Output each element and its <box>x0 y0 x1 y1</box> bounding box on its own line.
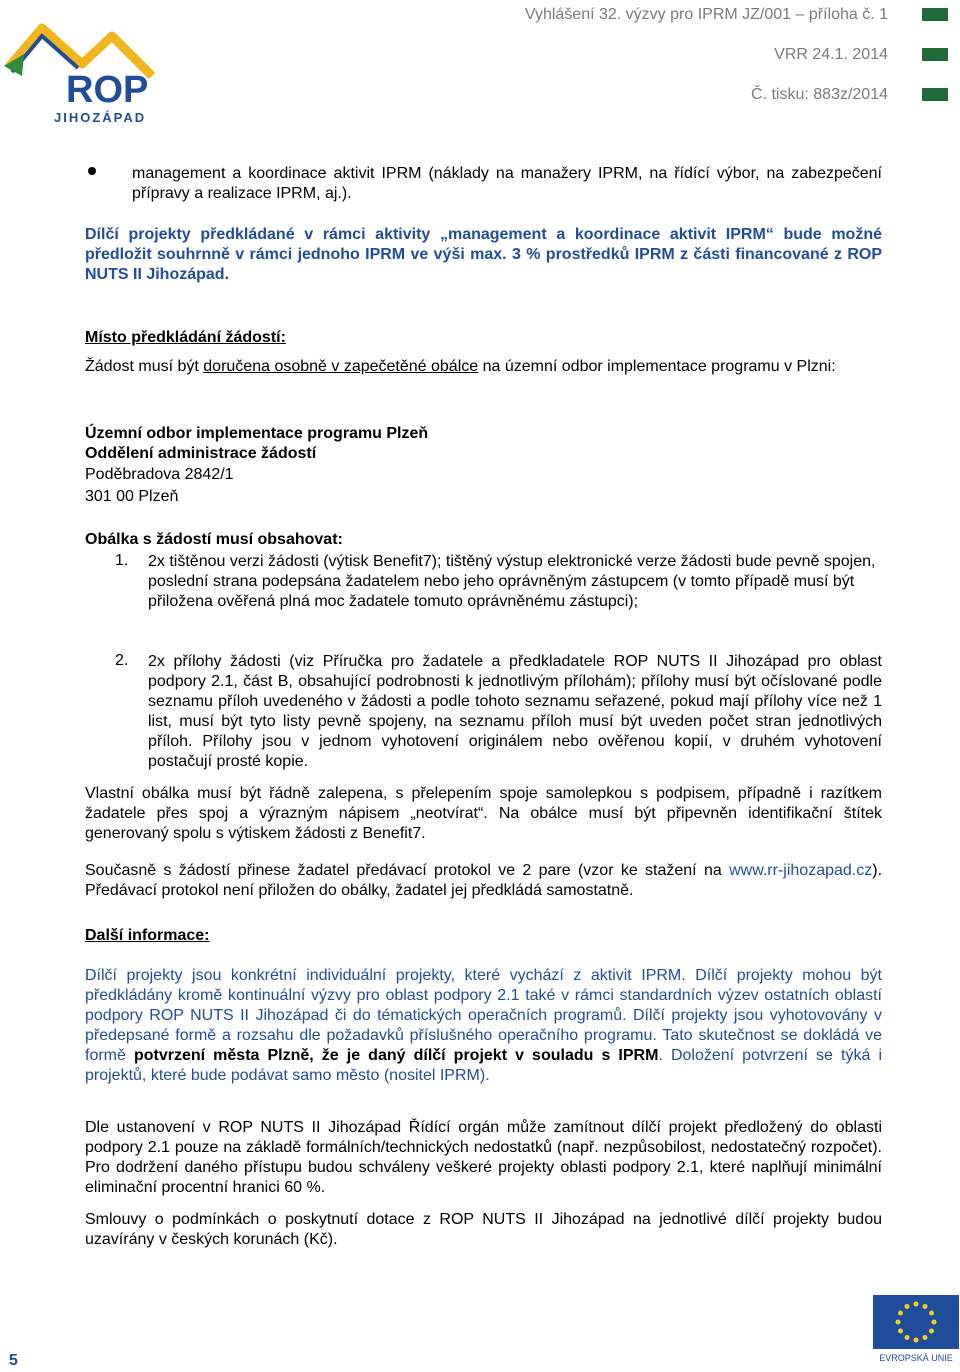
header-marker <box>922 8 948 21</box>
list-number: 2. <box>115 652 129 669</box>
svg-text:EVROPSKÁ UNIE: EVROPSKÁ UNIE <box>879 1353 953 1363</box>
address-street: Poděbradova 2842/1 <box>85 466 234 483</box>
submission-heading: Místo předkládání žádostí: <box>85 329 286 346</box>
header-vrr: VRR 24.1. 2014 <box>774 46 888 63</box>
envelope-heading: Obálka s žádostí musí obsahovat: <box>85 531 343 548</box>
header-marker <box>922 88 948 101</box>
page-number: 5 <box>9 1352 18 1369</box>
bullet-item: management a koordinace aktivit IPRM (náklady na manažery IPRM, na řídící výbor, na zabezpečení přípravy a realizace IPRM, aj.). <box>132 165 882 202</box>
address-office: Územní odbor implementace programu Plzeň <box>85 425 429 442</box>
list-item-attachments: 2x přílohy žádosti (viz Příručka pro žadatele a předkladatele ROP NUTS II Jihozápad pro oblast podpory 2.1, část B, obsahující podrobnosti k jednotlivým přílohám); přílohy musí být očíslované podle seznamu příloh uvedeného v žádosti a podle tohoto seznamu seřazené, pokud mají přílohy více než 1 list, musí být tyto listy pevně spojeny, na seznamu příloh musí být uveden počet stran jednotlivých příloh. Přílohy jsou v jednom vyhotovení originálem nebo ověřenou kopií, v druhém vyhotovení postačují prosté kopie. <box>148 653 882 770</box>
further-info-paragraph-3: Smlouvy o podmínkách o poskytnutí dotace z ROP NUTS II Jihozápad na jednotlivé dílčí projekty budou uzavírány v českých korunách (Kč). <box>85 1211 882 1248</box>
handover-protocol-text: Současně s žádostí přinese žadatel předávací protokol ve 2 pare (vzor ke stažení na www.rr-jihozapad.cz). Předávací protokol není přiložen do obálky, žadatel jej předkládá samostatně. <box>85 862 883 899</box>
further-info-paragraph-2: Dle ustanovení v ROP NUTS II Jihozápad Řídící orgán může zamítnout dílčí projekt předložený do oblasti podpory 2.1 pouze na základě formálních/technických nedostatků (např. nezpůsobilost, nedostatečný rozpočet). Pro dodržení daného přístupu budou schváleny veškeré projekty oblasti podpory 2.1, které naplňují minimální eliminační procentní hranici 60 %. <box>85 1119 882 1196</box>
rop-jihozapad-logo <box>2 6 162 124</box>
bullet-icon <box>88 167 96 175</box>
header-title: Vyhlášení 32. výzvy pro IPRM JZ/001 – příloha č. 1 <box>524 6 888 23</box>
rr-jihozapad-link[interactable]: www.rr-jihozapad.cz <box>729 862 873 879</box>
address-city: 301 00 Plzeň <box>85 488 179 505</box>
further-info-heading: Další informace: <box>85 927 210 944</box>
eu-flag-logo <box>873 1295 959 1363</box>
envelope-sealing-text: Vlastní obálka musí být řádně zalepena, s přelepením spoje samolepkou s podpisem, případně i razítkem žadatele přes spoj a výrazným nápisem „neotvírat“. Na obálce musí být připevněn identifikační štítek generovaný spolu s výtiskem žádosti z Benefit7. <box>85 785 882 842</box>
svg-text:ROP: ROP <box>66 69 149 111</box>
list-number: 1. <box>115 552 129 569</box>
header-marker <box>922 48 948 61</box>
sub-projects-note: Dílčí projekty předkládané v rámci aktivity „management a koordinace aktivit IPRM“ bude možné předložit souhrnně v rámci jednoho IPRM ve výši max. 3 % prostředků IPRM z části financované z ROP NUTS II Jihozápad. <box>85 226 882 283</box>
list-item-printed-copies: 2x tištěnou verzi žádosti (výtisk Benefit7); tištěný výstup elektronické verze žádosti bude pevně spojen, poslední strana podepsána žadatelem nebo jeho oprávněným zástupcem (v tomto případě musí být přiložena ověřená plná moc žadatele tomuto oprávněnému zástupci); <box>148 553 876 610</box>
address-department: Oddělení administrace žádostí <box>85 445 317 462</box>
submission-intro: Žádost musí být doručena osobně v zapečetěné obálce na územní odbor implementace programu v Plzni: <box>85 358 836 375</box>
header-print-number: Č. tisku: 883z/2014 <box>751 86 888 103</box>
further-info-paragraph-1: Dílčí projekty jsou konkrétní individuální projekty, které vychází z aktivit IPRM. Dílčí projekty mohou být předkládány kromě kontinuální výzvy pro oblast podpory 2.1 také v rámci standardních výzev ostatních oblastí podpory ROP NUTS II Jihozápad či do tématických operačních programů. Dílčí projekty jsou vyhotovovány v předepsané formě a rozsahu dle požadavků příslušného operačního programu. Tato skutečnost se dokládá ve formě potvrzení města Plzně, že je daný dílčí projekt v souladu s IPRM. Doložení potvrzení se týká i projektů, které bude podávat samo město (nositel IPRM). <box>85 967 882 1084</box>
svg-text:JIHOZÁPAD: JIHOZÁPAD <box>54 110 147 124</box>
